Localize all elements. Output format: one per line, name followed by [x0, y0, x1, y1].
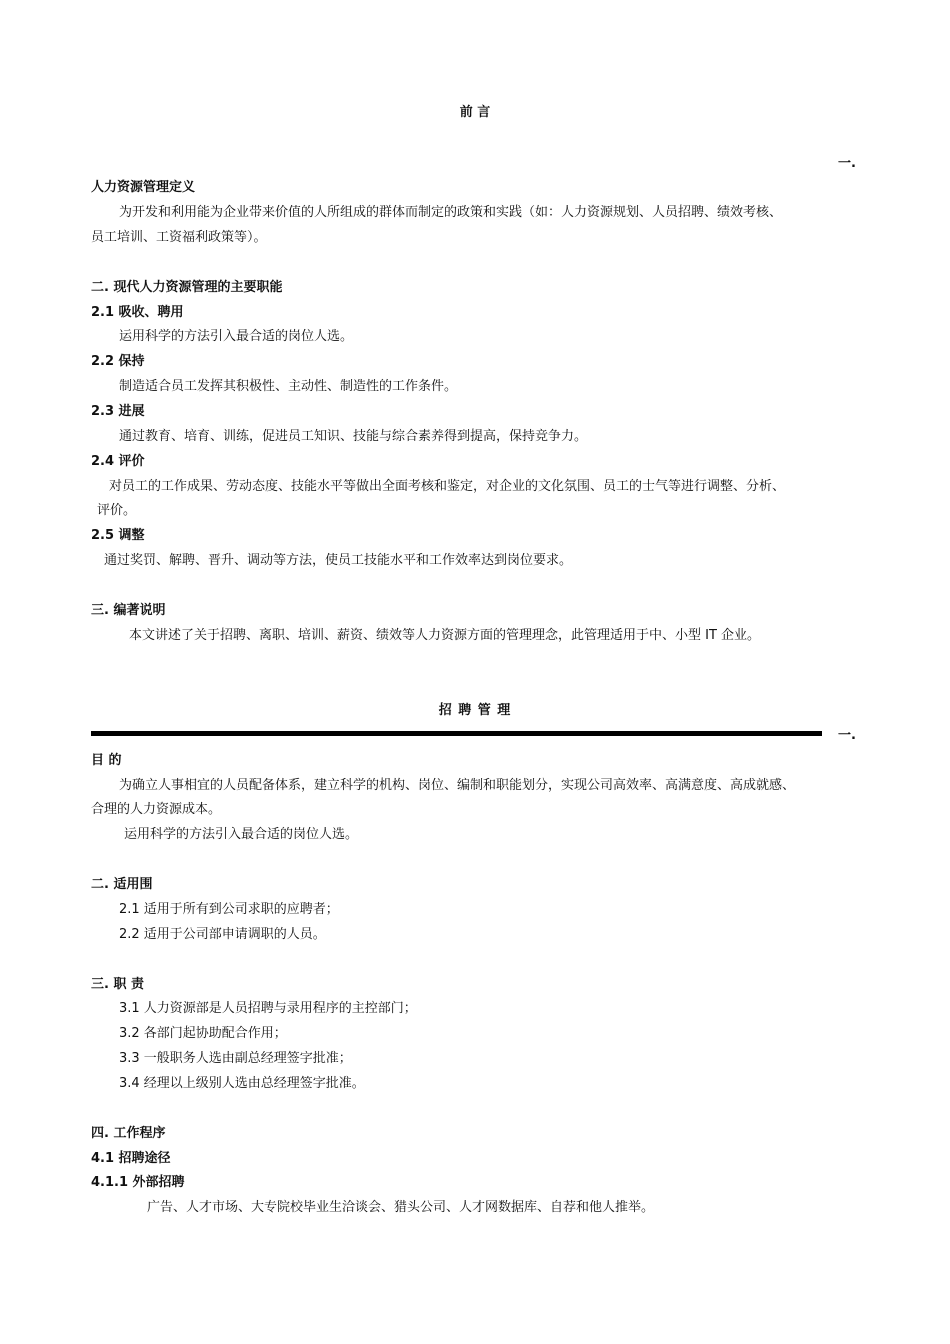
page-title-recruit: 招 聘 管 理: [438, 703, 512, 718]
heading-rule: [91, 731, 822, 736]
paragraph-line: 为开发和利用能为企业带来价值的人所组成的群体而制定的政策和实践（如：人力资源规划、人员招聘、绩效考核、: [119, 205, 783, 220]
subsection-heading: 2.3 进展: [91, 404, 145, 419]
paragraph-line: 运用科学的方法引入最合适的岗位人选。: [119, 329, 354, 344]
list-item: 3.1 人力资源部是人员招聘与录用程序的主控部门；: [119, 1001, 417, 1016]
section-heading: 人力资源管理定义: [91, 180, 196, 195]
paragraph-line: 为确立人事相宜的人员配备体系，建立科学的机构、岗位、编制和职能划分，实现公司高效率、高满意度、高成就感、: [119, 778, 796, 793]
list-item: 3.2 各部门起协助配合作用；: [119, 1026, 287, 1041]
paragraph-line: 运用科学的方法引入最合适的岗位人选。: [124, 827, 359, 842]
paragraph-line: 制造适合员工发挥其积极性、主动性、制造性的工作条件。: [119, 379, 458, 394]
section-heading: 二. 适用围: [91, 877, 153, 892]
paragraph-line: 评价。: [97, 503, 137, 518]
subsection-heading: 4.1 招聘途径: [91, 1151, 171, 1166]
paragraph-line: 广告、人才市场、大专院校毕业生洽谈会、猎头公司、人才网数据库、自荐和他人推举。: [147, 1200, 655, 1215]
subsection-heading: 2.4 评价: [91, 454, 145, 469]
paragraph-line: 通过奖罚、解聘、晋升、调动等方法，使员工技能水平和工作效率达到岗位要求。: [104, 553, 573, 568]
subsection-heading: 4.1.1 外部招聘: [91, 1175, 185, 1190]
section-heading: 目 的: [91, 753, 122, 768]
subsection-heading: 2.2 保持: [91, 354, 145, 369]
list-item: 2.2 适用于公司部申请调职的人员。: [119, 927, 326, 942]
subsection-heading: 2.5 调整: [91, 528, 145, 543]
list-item: 2.1 适用于所有到公司求职的应聘者；: [119, 902, 339, 917]
paragraph-line: 合理的人力资源成本。: [91, 802, 222, 817]
paragraph-line: 本文讲述了关于招聘、离职、培训、薪资、绩效等人力资源方面的管理理念，此管理适用于中、小型 IT 企业。: [129, 628, 761, 643]
section-heading: 三. 编著说明: [91, 603, 166, 618]
list-item: 3.4 经理以上级别人选由总经理签字批准。: [119, 1076, 365, 1091]
section-heading: 四. 工作程序: [91, 1126, 166, 1141]
paragraph-line: 通过教育、培育、训练，促进员工知识、技能与综合素养得到提高，保持竞争力。: [119, 429, 588, 444]
subsection-heading: 2.1 吸收、聘用: [91, 305, 184, 320]
section-number: 一.: [838, 156, 856, 171]
paragraph-line: 员工培训、工资福利政策等）。: [91, 230, 267, 245]
page-title-preface: 前 言: [459, 105, 491, 120]
section-number: 一.: [838, 728, 856, 743]
section-heading: 二. 现代人力资源管理的主要职能: [91, 280, 283, 295]
list-item: 3.3 一般职务人选由副总经理签字批准；: [119, 1051, 352, 1066]
section-heading: 三. 职 责: [91, 977, 144, 992]
paragraph-line: 对员工的工作成果、劳动态度、技能水平等做出全面考核和鉴定，对企业的文化氛围、员工的士气等进行调整、分析、: [109, 479, 786, 494]
